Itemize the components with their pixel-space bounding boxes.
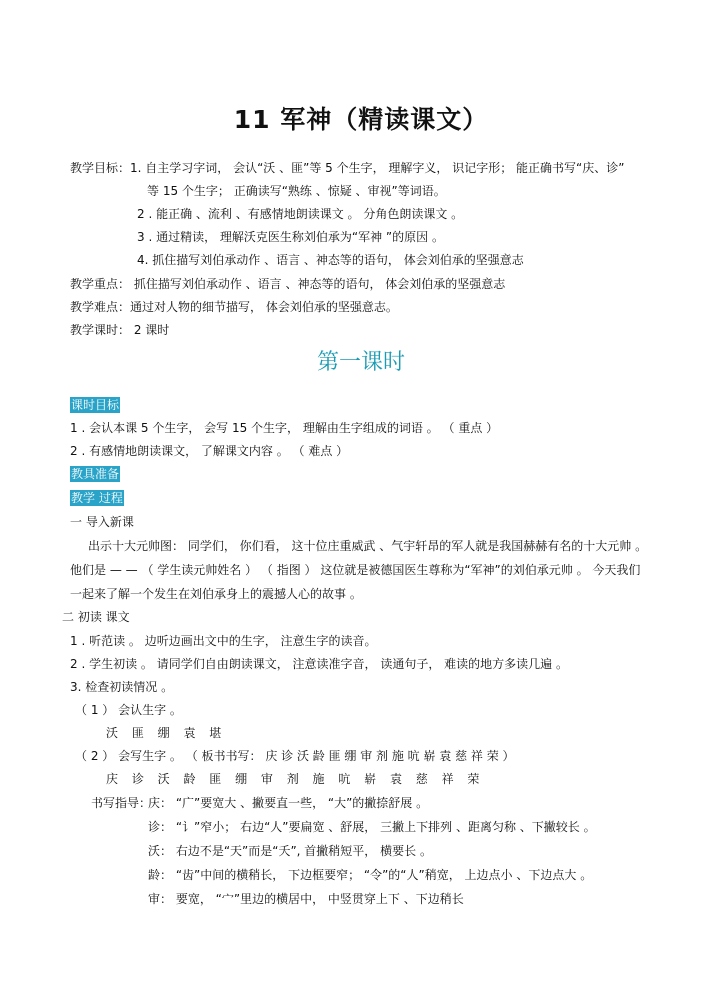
objective-2: 2 . 有感情地朗读课文， 了解课文内容 。 （ 难点 ） [70, 444, 349, 458]
recognize-chars-label: （ 1 ） 会认生字 。 [75, 703, 182, 717]
objective-1: 1 . 会认本课 5 个生字， 会写 15 个生字， 理解由生字组成的词语 。 （ 重点 ） [70, 421, 499, 435]
section-title: 第一课时 [316, 350, 405, 375]
part1-paragraph-3: 一起来了解一个发生在刘伯承身上的震撼人心的故事 。 [70, 587, 362, 601]
writing-guide-4: 龄： “齿”中间的横稍长， 下边框要窄； “令”的“人”稍宽， 上边点小 、下边点大 。 [148, 868, 593, 882]
tag-objectives: 课时目标 [71, 398, 120, 412]
tag-process: 教学 过程 [71, 491, 123, 505]
difficulty: 教学难点：通过对人物的细节描写， 体会刘伯承的坚强意志。 [70, 300, 398, 314]
part2-step-2: 2 . 学生初读 。 请同学们自由朗读课文， 注意读准字音， 读通句子， 难读的地方多读几遍 。 [70, 657, 568, 671]
part2-step-1: 1 . 听范读 。 边听边画出文中的生字， 注意生字的读音。 [70, 634, 377, 648]
class-hours: 教学课时： 2 课时 [70, 323, 170, 337]
goals-line-4: 4. 抓住描写刘伯承动作 、语言 、神态等的语句， 体会刘伯承的坚强意志 [137, 253, 524, 267]
part2-heading: 二 初读 课文 [62, 610, 130, 624]
writing-guide-3: 沃： 右边不是“天”而是“夭”, 首撇稍短平， 横要长 。 [148, 844, 432, 858]
part1-paragraph-2: 他们是 — — （ 学生读元帅姓名 ） （ 指图 ） 这位就是被德国医生尊称为“军神”的刘伯承元帅 。 今天我们 [70, 563, 641, 577]
part1-heading: 一 导入新课 [70, 515, 134, 529]
writing-guide-2: 诊： “讠”窄小； 右边“人”要扁宽 、舒展， 三撇上下排列 、距离匀称 、下撇较长 。 [148, 820, 596, 834]
goals-line-1: 教学目标：1. 自主学习字词， 会认“沃 、匪”等 5 个生字， 理解字义， 识记字形； 能正确书写“庆、诊” [70, 161, 625, 175]
key-point: 教学重点： 抓住描写刘伯承动作 、语言 、神态等的语句， 体会刘伯承的坚强意志 [70, 277, 506, 291]
goals-line-3: 3 . 通过精读， 理解沃克医生称刘伯承为“军神 ”的原因 。 [137, 230, 444, 244]
writing-guide-label: 书写指导： [91, 796, 152, 810]
part2-step-3: 3. 检查初读情况 。 [70, 680, 174, 694]
write-chars: 庆 诊 沃 龄 匪 绷 审 剂 施 吭 崭 袁 慈 祥 荣 [106, 772, 485, 786]
tag-tools: 教具准备 [71, 467, 120, 481]
writing-guide-1: 庆： “广”要宽大 、撇要直一些， “大”的撇捺舒展 。 [148, 796, 429, 810]
goals-line-2: 2 . 能正确 、流利 、有感情地朗读课文 。 分角色朗读课文 。 [137, 207, 464, 221]
part1-paragraph-1: 出示十大元帅图： 同学们， 你们看， 这十位庄重威武 、气宇轩昂的军人就是我国赫赫有名的十大元帅 。 [88, 539, 648, 553]
recognize-chars: 沃 匪 绷 袁 堪 [106, 726, 227, 740]
goals-line-1b: 等 15 个生字； 正确读写“熟练 、惊疑 、审视”等词语。 [147, 184, 446, 198]
page-title: 11 军神（精读课文） [233, 105, 489, 134]
writing-guide-5: 审： 要宽， “宀”里边的横居中， 中竖贯穿上下 、下边稍长 [148, 892, 464, 906]
write-chars-label: （ 2 ） 会写生字 。 （ 板书书写： 庆 诊 沃 龄 匪 绷 审 剂 施 吭 崭 袁 慈 祥 荣 ） [75, 749, 515, 763]
